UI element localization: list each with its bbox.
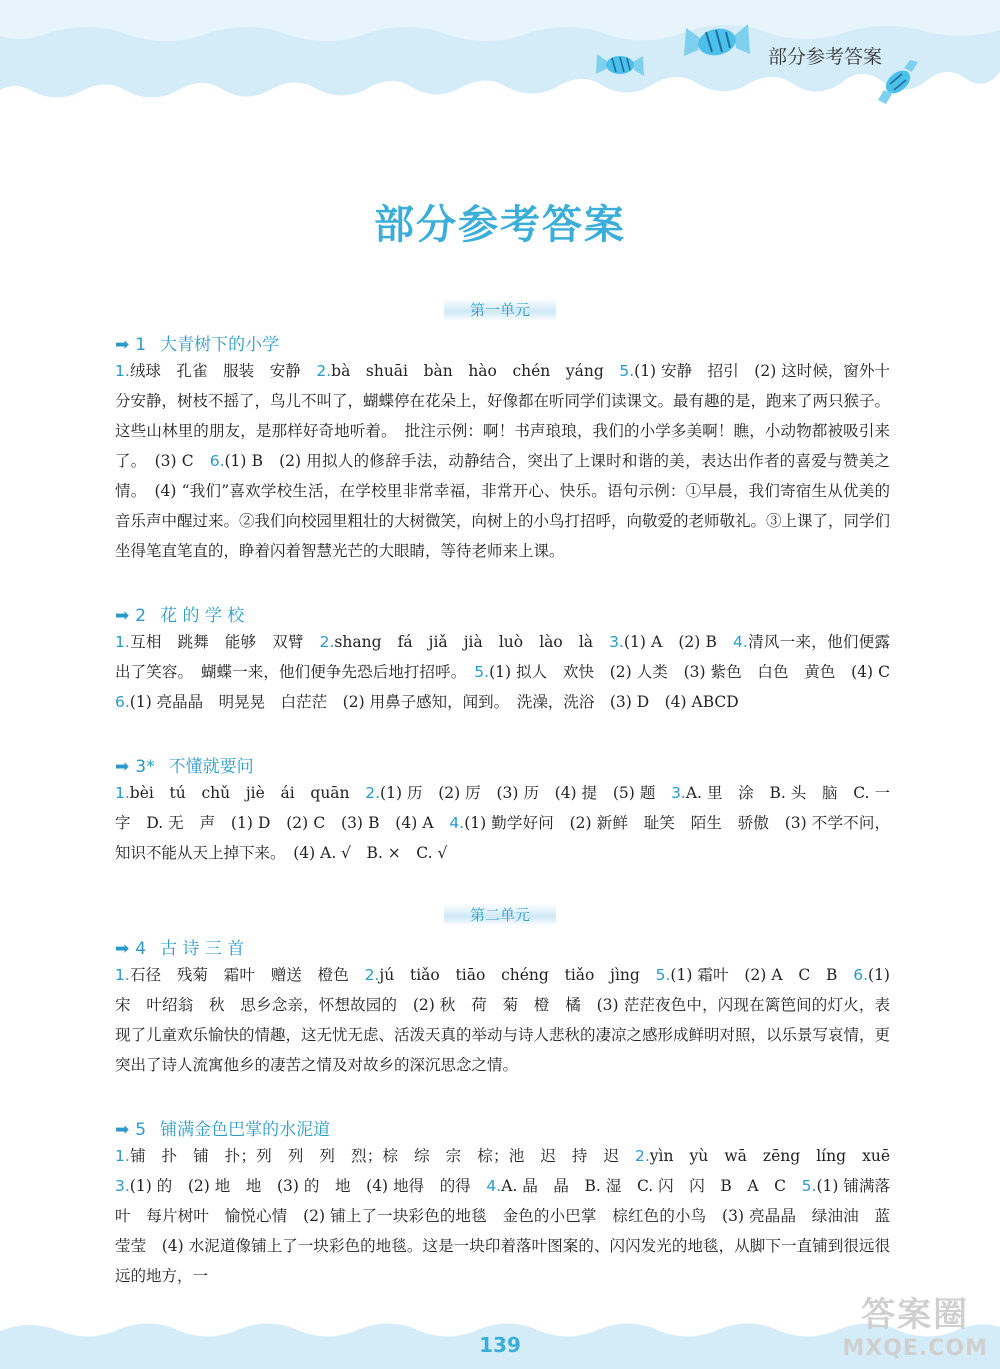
question-number: 6. [853, 966, 869, 984]
lesson-heading [115, 330, 279, 355]
answer-text: A. 晶 晶 B. 湿 C. 闪 闪 B A C [501, 1177, 802, 1195]
candy-icon [595, 50, 645, 80]
question-number: 2. [316, 362, 332, 380]
answer-paragraph [115, 356, 890, 566]
question-number: 5. [655, 966, 671, 984]
question-number: 1. [115, 362, 130, 380]
answer-text: 石径 残菊 霜叶 赠送 橙色 [129, 966, 365, 984]
lesson-heading [115, 752, 254, 777]
answer-text: 绒球 孔雀 服装 安静 [129, 362, 317, 380]
question-number: 2. [635, 1147, 650, 1165]
answer-text: shang fá jiǎ jià luò lào là [334, 633, 610, 651]
answer-text: (1) 亮晶晶 明晃晃 白茫茫 (2) 用鼻子感知，闻到。 洗澡，洗浴 (3) D (4) ABCD [129, 693, 739, 711]
arrow-right-icon: ➡ [115, 606, 130, 626]
question-number: 4. [733, 633, 748, 651]
lesson-heading [115, 934, 244, 959]
lesson-number: 5 [135, 1120, 147, 1140]
answer-paragraph [115, 960, 890, 1080]
question-number: 1. [115, 966, 130, 984]
answer-text: A. 里 涂 B. 头 脑 C. 一 字 D. 无 声 (1) D (2) C (3) B (4) A [115, 784, 906, 832]
page-number: 139 [479, 1333, 521, 1357]
answer-text: (1) 宋 叶绍翁 秋 思乡念亲，怀想故园的 (2) 秋 荷 菊 橙 橘 (3) 茫茫夜色中，闪现在篱笆间的灯火，表现了儿童欢乐愉快的情趣，这无忧无虑、活泼天真的举动与诗人悲秋的凄凉之感形成鲜明对照，以乐景写哀情，更突出了诗人流寓他乡的凄苦之情及对故乡的深沉思念之情。 [115, 966, 891, 1074]
unit-label [0, 903, 1000, 926]
lesson-title: 不懂就要问 [168, 757, 254, 777]
unit-label-text: 第一单元 [444, 298, 556, 321]
answer-text: (1) B (2) 用拟人的修辞手法，动静结合，突出了上课时和谐的美，表达出作者的喜爱与赞美之情。 (4) “我们”喜欢学校生活，在学校里非常幸福，非常开心、快乐。语句示例：①早晨，我们寄宿生从优美的音乐声中醒过来。②我们向校园里粗壮的大树微笑，向树上的小鸟打招呼，向敬爱的老师敬礼。③上课了，同学们坐得笔直笔直的，睁着闪着智慧光芒的大眼睛，等待老师来上课。 [115, 452, 891, 560]
lesson-number: 2 [135, 606, 147, 626]
answer-text: (1) 勤学好问 (2) 新鲜 耻笑 陌生 骄傲 (3) 不学不问，知识不能从天上掉下来。 (4) A. √ B. × C. √ [115, 814, 890, 862]
answer-paragraph [115, 627, 906, 717]
answer-text: (1) 的 (2) 地 地 (3) 的 地 (4) 地得 的得 [129, 1177, 487, 1195]
watermark-line2: MXQE.COM [842, 1336, 988, 1361]
unit-label [0, 298, 1000, 321]
question-number: 1. [115, 633, 130, 651]
answer-paragraph [115, 778, 906, 868]
question-number: 1. [115, 784, 130, 802]
arrow-right-icon: ➡ [115, 939, 130, 959]
answer-text: 互相 跳舞 能够 双臂 [129, 633, 320, 651]
page-title: 部分参考答案 [374, 201, 626, 248]
watermark-line1: 答案圈 [861, 1295, 970, 1335]
arrow-right-icon: ➡ [115, 335, 130, 355]
question-number: 5. [801, 1177, 817, 1195]
question-number: 6. [115, 693, 130, 711]
header-section-title: 部分参考答案 [767, 46, 882, 68]
answer-text: (1) 安静 招引 (2) 这时候，窗外十分安静，树枝不摇了，鸟儿不叫了，蝴蝶停在花朵上，好像都在听同学们读课文。最有趣的是，跑来了两只猴子。这些山林里的朋友，是那样好奇地听着。 批注示例：啊！书声琅琅，我们的小学多美啊！瞧，小动物都被吸引来了。 (3) C [115, 362, 891, 470]
arrow-right-icon: ➡ [115, 1120, 130, 1140]
answer-text: (1) 铺满落叶 每片树叶 愉悦心情 (2) 铺上了一块彩色的地毯 金色的小巴掌 棕红色的小鸟 (3) 亮晶晶 绿油油 蓝莹莹 (4) 水泥道像铺上了一块彩色的地毯。这是一块印着落叶图案的、闪闪发光的地毯，从脚下一直铺到很远很远的地方，一 [115, 1177, 890, 1285]
arrow-right-icon: ➡ [115, 757, 130, 777]
answer-text: (1) A (2) B [623, 633, 734, 651]
unit-label-text: 第二单元 [444, 903, 556, 926]
question-number: 4. [486, 1177, 502, 1195]
lesson-title: 大青树下的小学 [160, 335, 280, 355]
answer-paragraph [115, 1141, 906, 1291]
lesson-title: 花 的 学 校 [160, 606, 245, 626]
answer-text: (1) 历 (2) 厉 (3) 历 (4) 提 (5) 题 [380, 784, 672, 802]
answer-text: (1) 霜叶 (2) A C B [670, 966, 854, 984]
answer-text: 铺 扑 铺 扑；列 列 列 烈；棕 综 宗 棕；池 迟 持 迟 [129, 1147, 635, 1165]
lesson-number: 1 [135, 335, 147, 355]
answer-text: yìn yù wā zēng líng xuē [649, 1147, 906, 1165]
lesson-heading [115, 1115, 330, 1140]
lesson-number: 3* [135, 757, 155, 777]
question-number: 4. [449, 814, 465, 832]
answer-text: jú tiǎo tiāo chéng tiǎo jìng [379, 966, 656, 984]
question-number: 5. [619, 362, 635, 380]
answer-text: (1) 拟人 欢快 (2) 人类 (3) 紫色 白色 黄色 (4) C [489, 663, 906, 681]
question-number: 5. [474, 663, 490, 681]
watermark [842, 1287, 988, 1361]
answer-text: bèi tú chǔ jiè ái quān [129, 784, 366, 802]
question-number: 3. [115, 1177, 130, 1195]
question-number: 1. [115, 1147, 130, 1165]
lesson-number: 4 [135, 939, 147, 959]
answer-text: 清风一来，他们便露出了笑容。 蝴蝶一来，他们便争先恐后地打招呼。 [115, 633, 890, 681]
lesson-heading [115, 601, 244, 626]
question-number: 6. [209, 452, 225, 470]
question-number: 2. [364, 966, 380, 984]
answer-text: bà shuāi bàn hào chén yáng [331, 362, 620, 380]
question-number: 2. [319, 633, 335, 651]
lesson-title: 古 诗 三 首 [160, 939, 245, 959]
lesson-title: 铺满金色巴掌的水泥道 [160, 1120, 331, 1140]
question-number: 3. [671, 784, 686, 802]
question-number: 2. [365, 784, 381, 802]
candy-icon [682, 20, 752, 66]
question-number: 3. [609, 633, 624, 651]
